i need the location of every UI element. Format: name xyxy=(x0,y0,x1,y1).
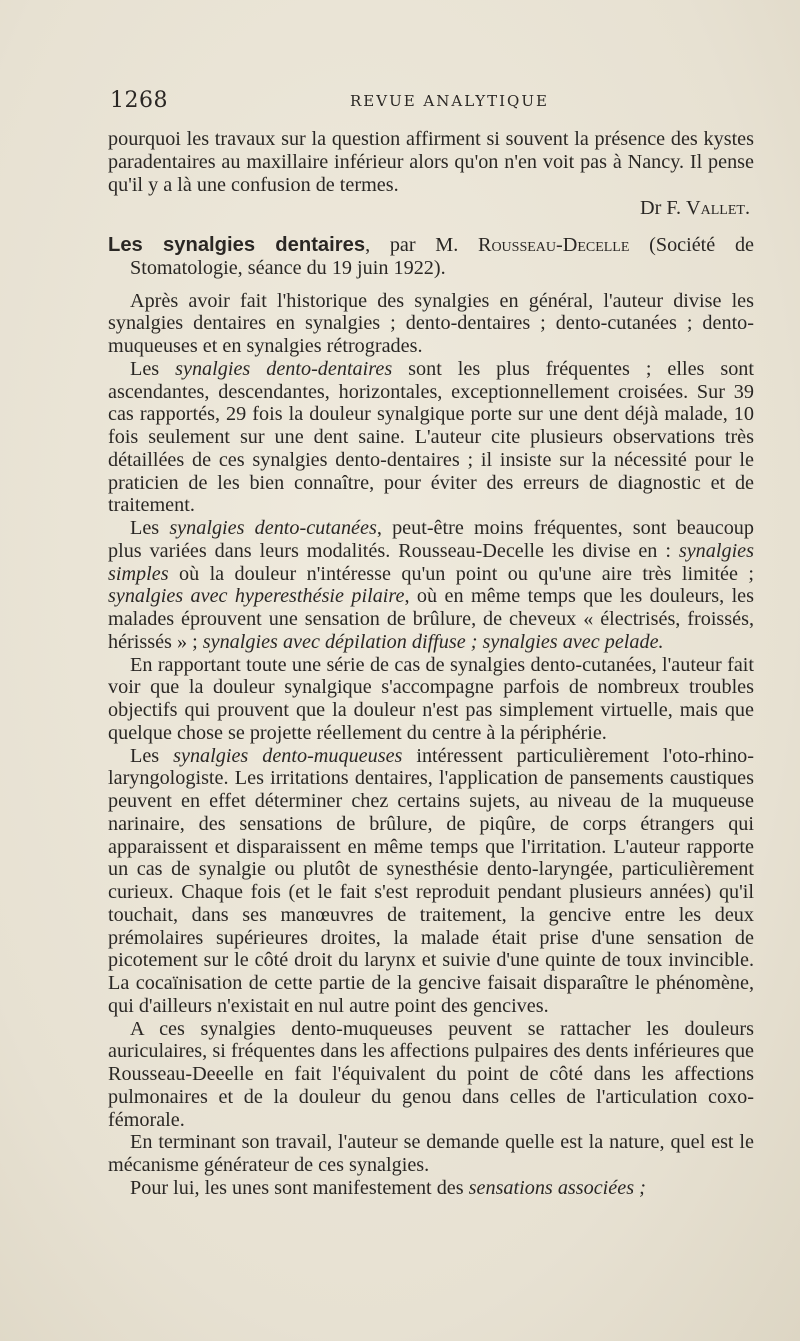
p8-term: sensations associées ; xyxy=(468,1176,646,1199)
p3-mid-3: , où en même temps que les douleurs, les malades éprouvent une sensation de brûlure, de cheveux « électrisés, froissés, hérissés » ; xyxy=(108,585,755,653)
byline-pre: , par M. xyxy=(365,234,478,256)
p2-lead: Les xyxy=(130,357,176,380)
review-signature xyxy=(108,197,754,220)
body-text xyxy=(108,128,754,1200)
paragraph-8 xyxy=(108,1177,754,1200)
p2-term: synalgies dento-dentaires xyxy=(175,357,393,380)
p5-lead: Les xyxy=(130,744,174,767)
article-author: Rousseau-Decelle xyxy=(477,234,630,256)
signature-name: Vallet. xyxy=(686,197,750,220)
p2-rest: sont les plus fréquentes ; elles sont ascendantes, descendantes, horizontales, exceptionnellement croisées. Sur 39 cas rapportés, 29 fois la douleur synalgique porte sur une dent déjà malade, 10 fois seulement sur une dent saine. L'auteur cite plusieurs observations très détaillées de ces synalgies dento-dentaires ; il insiste sur la nécessité pour le praticien de les bien connaître, pour éviter des erreurs de diagnostic et de traitement. xyxy=(108,357,755,517)
p3-term-3: synalgies avec hyperesthésie pilaire xyxy=(108,585,405,608)
running-head: REVUE ANALYTIQUE xyxy=(350,92,549,110)
p3-lead: Les xyxy=(130,517,170,539)
p3-term-1: synalgies dento-cutanées xyxy=(169,517,377,539)
paragraph-1: Après avoir fait l'historique des synalgies en général, l'auteur divise les synalgies dentaires en synalgies ; dento-dentaires ; dento-cutanées ; dento-muqueuses et en synalgies rétrogrades. xyxy=(108,289,754,357)
p5-rest: intéressent particulièrement l'oto-rhino-laryngologiste. Les irritations dentaires, l'application de pansements caustiques peuvent en effet déterminer chez certains sujets, au niveau de la muqueuse narinaire, des sensations de brûlure, de piqûre, de corps étrangers qui apparaissent et disparaissent en même temps que l'irritation. L'auteur rapporte un cas de synalgie ou plutôt de synesthésie dento-laryngée, particulièrement curieux. Chaque fois (et le fait s'est reproduit pendant plusieurs années) qu'il touchait, dans ses manœuvres de traitement, la gencive entre les deux prémolaires supérieures droites, la malade était prise d'une sensation de picotement sur le côté droit du larynx et suivie d'une quinte de toux invincible. La cocaïnisation de cette partie de la gencive faisait disparaître le phénomène, qui d'ailleurs n'existait en nul autre point des gencives. xyxy=(108,744,754,1017)
page-number: 1268 xyxy=(110,88,168,113)
paragraph-3 xyxy=(108,517,754,654)
byline-post: (Société de Stomatologie, séance du 19 juin 1922). xyxy=(130,234,755,279)
p5-term: synalgies dento-muqueuses xyxy=(173,744,403,767)
paragraph-4: En rapportant toute une série de cas de synalgies dento-cutanées, l'auteur fait voir que la douleur synalgique s'accompagne parfois de nombreux troubles objectifs qui prouvent que la douleur n'est pas simplement virtuelle, mais que quelque chose se projette réellement du centre à la périphérie. xyxy=(108,653,754,744)
article-heading xyxy=(108,234,754,280)
article-title: Les synalgies dentaires xyxy=(108,234,366,256)
p3-term-2: synalgies simples xyxy=(108,539,754,585)
p8-lead: Pour lui, les unes sont manifestement des xyxy=(130,1176,469,1199)
p3-mid-1: , peut-être moins fréquentes, sont beaucoup plus variées dans leurs modalités. Rousseau-Decelle les divise en : xyxy=(108,517,754,562)
paragraph-2 xyxy=(108,358,754,517)
paragraph-7: En terminant son travail, l'auteur se demande quelle est la nature, quel est le mécanisme générateur de ces synalgies. xyxy=(108,1131,754,1176)
continuation-paragraph: pourquoi les travaux sur la question affirment si souvent la présence des kystes paradentaires au maxillaire inférieur alors qu'on n'en voit pas à Nancy. Il pense qu'il y a là une confusion de termes. xyxy=(108,128,754,196)
p3-mid-2: où la douleur n'intéresse qu'un point ou qu'une aire très limitée ; xyxy=(168,562,754,585)
p3-term-4: synalgies avec dépilation diffuse ; synalgies avec pelade. xyxy=(202,630,664,653)
signature-prefix: Dr F. xyxy=(639,197,687,220)
page-header xyxy=(110,88,740,118)
paragraph-6: A ces synalgies dento-muqueuses peuvent se rattacher les douleurs auriculaires, si fréquentes dans les affections pulpaires des dents inférieures que Rousseau-Deeelle en fait l'équivalent du point de côté dans les affections pulmonaires et de la douleur du genou dans celles de l'articulation coxo-fémorale. xyxy=(108,1017,754,1131)
paragraph-5 xyxy=(108,745,754,1018)
